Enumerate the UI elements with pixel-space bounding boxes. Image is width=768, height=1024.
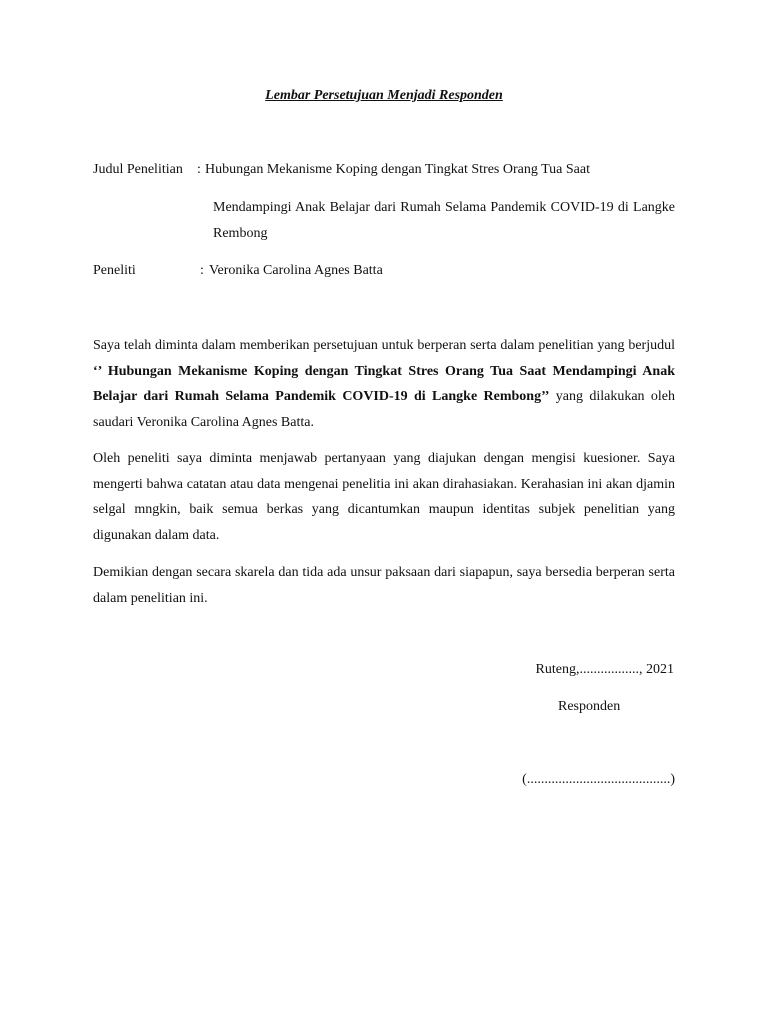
consent-paragraph-1 (93, 333, 675, 435)
respondent-role: Responden (558, 699, 621, 714)
judul-separator: : (197, 162, 201, 177)
judul-label: Judul Penelitian (93, 162, 183, 177)
paragraph-1-intro: Saya telah diminta dalam memberikan persetujuan untuk berperan serta dalam penelitian yang berjudul (93, 338, 675, 353)
judul-value-line1: Hubungan Mekanisme Koping dengan Tingkat Stres Orang Tua Saat (205, 162, 590, 177)
paragraph-1-outro: yang dilakukan oleh saudari Veronika Carolina Agnes Batta. (93, 389, 675, 430)
judul-value-continuation: Mendampingi Anak Belajar dari Rumah Selama Pandemik COVID-19 di Langke Rembong (213, 200, 675, 241)
signature-line: (.........................................) (522, 772, 675, 787)
peneliti-separator: : (200, 263, 204, 278)
peneliti-value: Veronika Carolina Agnes Batta (209, 263, 383, 278)
consent-paragraph-3: Demikian dengan secara skarela dan tida ada unsur paksaan dari siapapun, saya bersedia berperan serta dalam penelitian ini. (93, 565, 675, 606)
consent-paragraph-2: Oleh peneliti saya diminta menjawab pertanyaan yang diajukan dengan mengisi kuesioner. Saya mengerti bahwa catatan atau data mengenai penelitia ini akan dirahasiakan. Kerahasian ini akan djamin selgal mngkin, baik semua berkas yang dicantumkan maupun identitas subjek penelitian yang digunakan dalam data. (93, 451, 675, 543)
research-title-bold: ‘’ Hubungan Mekanisme Koping dengan Tingkat Stres Orang Tua Saat Mendampingi Anak Belajar dari Rumah Selama Pandemik COVID-19 di Langke Rembong’’ (93, 363, 675, 404)
peneliti-label: Peneliti (93, 263, 136, 278)
place-date: Ruteng,................., 2021 (535, 662, 674, 677)
document-title: Lembar Persetujuan Menjadi Responden (265, 88, 503, 103)
